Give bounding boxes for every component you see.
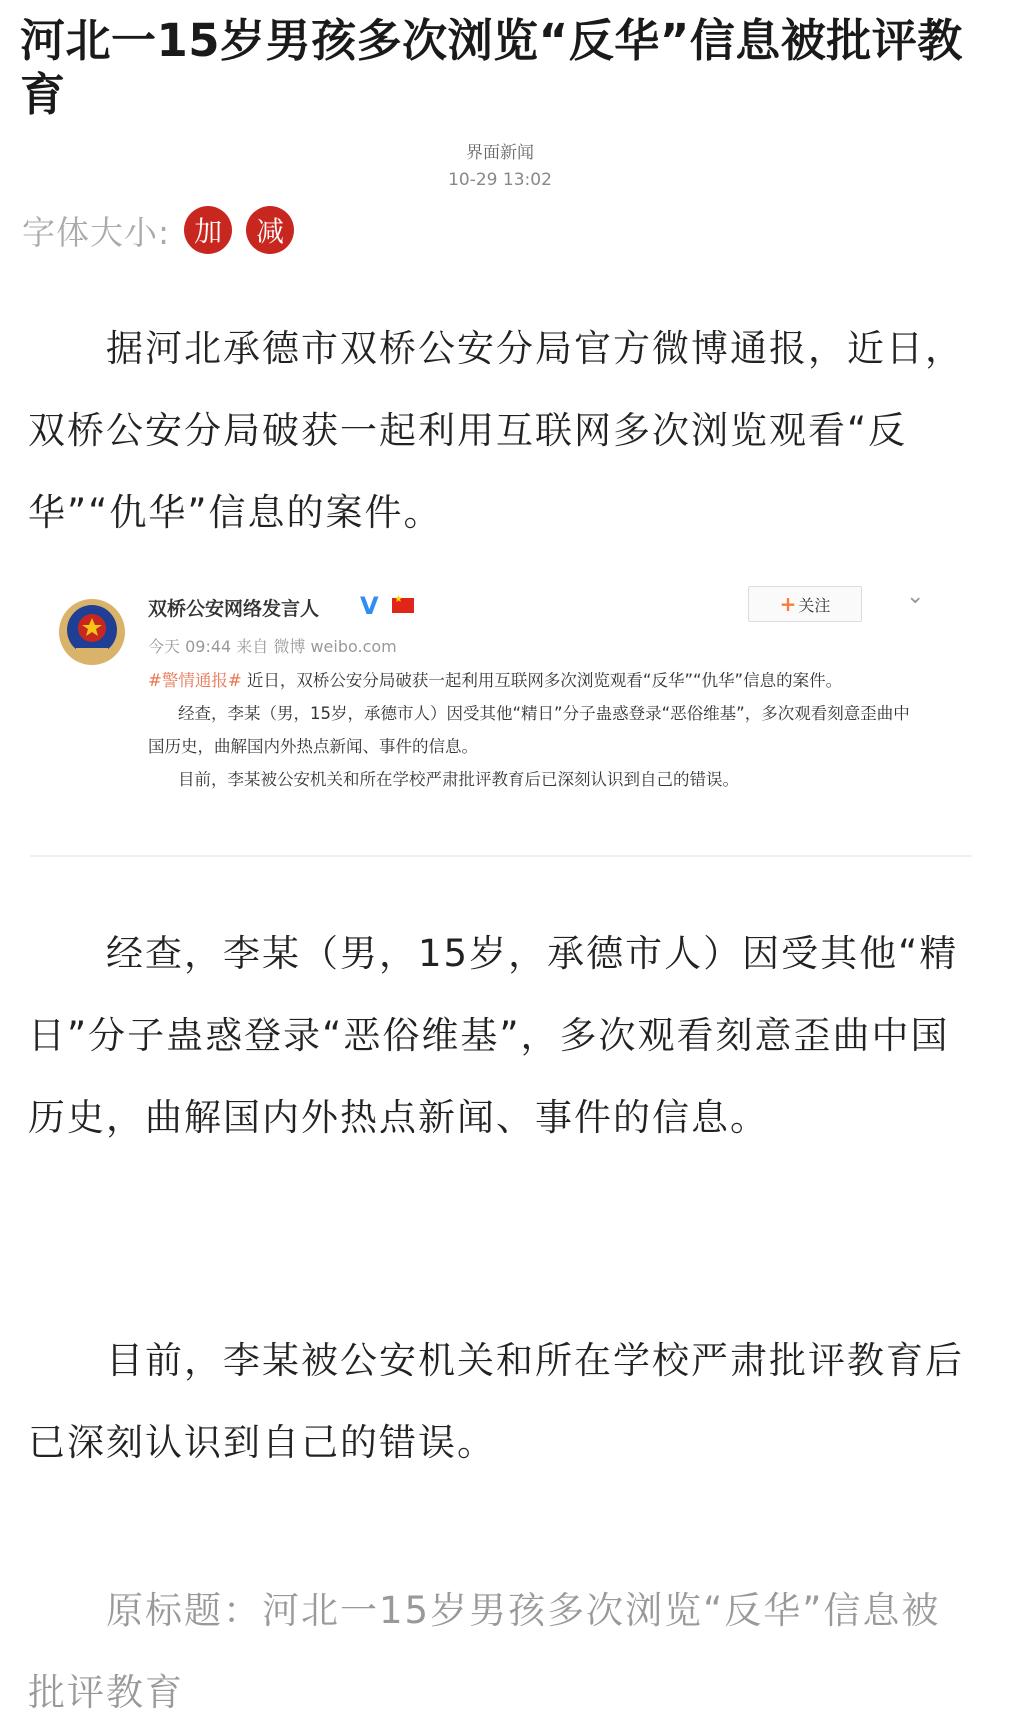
- weibo-post-text: [148, 664, 918, 796]
- weibo-username[interactable]: 双桥公安网络发言人: [148, 598, 320, 620]
- china-flag-icon: [392, 598, 414, 613]
- font-size-control: [22, 206, 294, 254]
- weibo-line-3: 目前，李某被公安机关和所在学校严肃批评教育后已深刻认识到自己的错误。: [178, 770, 739, 789]
- weibo-line-2: 经查，李某（男，15岁，承德市人）因受其他“精日”分子蛊惑登录“恶俗维基”，多次观看刻意歪曲中国历史，曲解国内外热点新闻、事件的信息。: [148, 704, 910, 756]
- weibo-line-1: 近日，双桥公安分局破获一起利用互联网多次浏览观看“反华”“仇华”信息的案件。: [246, 671, 843, 690]
- font-size-label: 字体大小:: [22, 212, 171, 252]
- weibo-meta: 今天 09:44 来自 微博 weibo.com: [148, 637, 397, 656]
- paragraph-3: 目前，李某被公安机关和所在学校严肃批评教育后已深刻认识到自己的错误。: [28, 1339, 964, 1464]
- font-increase-button[interactable]: 加: [184, 206, 232, 254]
- verified-icon: V: [360, 592, 379, 620]
- font-decrease-button[interactable]: 减: [246, 206, 294, 254]
- follow-button[interactable]: [748, 586, 862, 622]
- original-title-note: 原标题：河北一15岁男孩多次浏览“反华”信息被批评教育: [28, 1589, 941, 1714]
- plus-icon: +: [779, 592, 797, 616]
- weibo-hashtag[interactable]: #警情通报#: [148, 671, 242, 690]
- article-datetime: 10-29 13:02: [448, 170, 552, 190]
- paragraph-1: 据河北承德市双桥公安分局官方微博通报，近日，双桥公安分局破获一起利用互联网多次浏览观看“反华”“仇华”信息的案件。: [28, 327, 964, 534]
- article-source: 界面新闻: [466, 143, 534, 163]
- weibo-embed-card: [30, 580, 972, 857]
- chevron-down-icon[interactable]: ⌄: [906, 584, 925, 609]
- police-badge-icon[interactable]: [54, 592, 130, 672]
- paragraph-2: 经查，李某（男，15岁，承德市人）因受其他“精日”分子蛊惑登录“恶俗维基”，多次观看刻意歪曲中国历史，曲解国内外热点新闻、事件的信息。: [28, 932, 959, 1139]
- follow-label: 关注: [798, 595, 831, 615]
- article-title: 河北一15岁男孩多次浏览“反华”信息被批评教育: [20, 14, 963, 121]
